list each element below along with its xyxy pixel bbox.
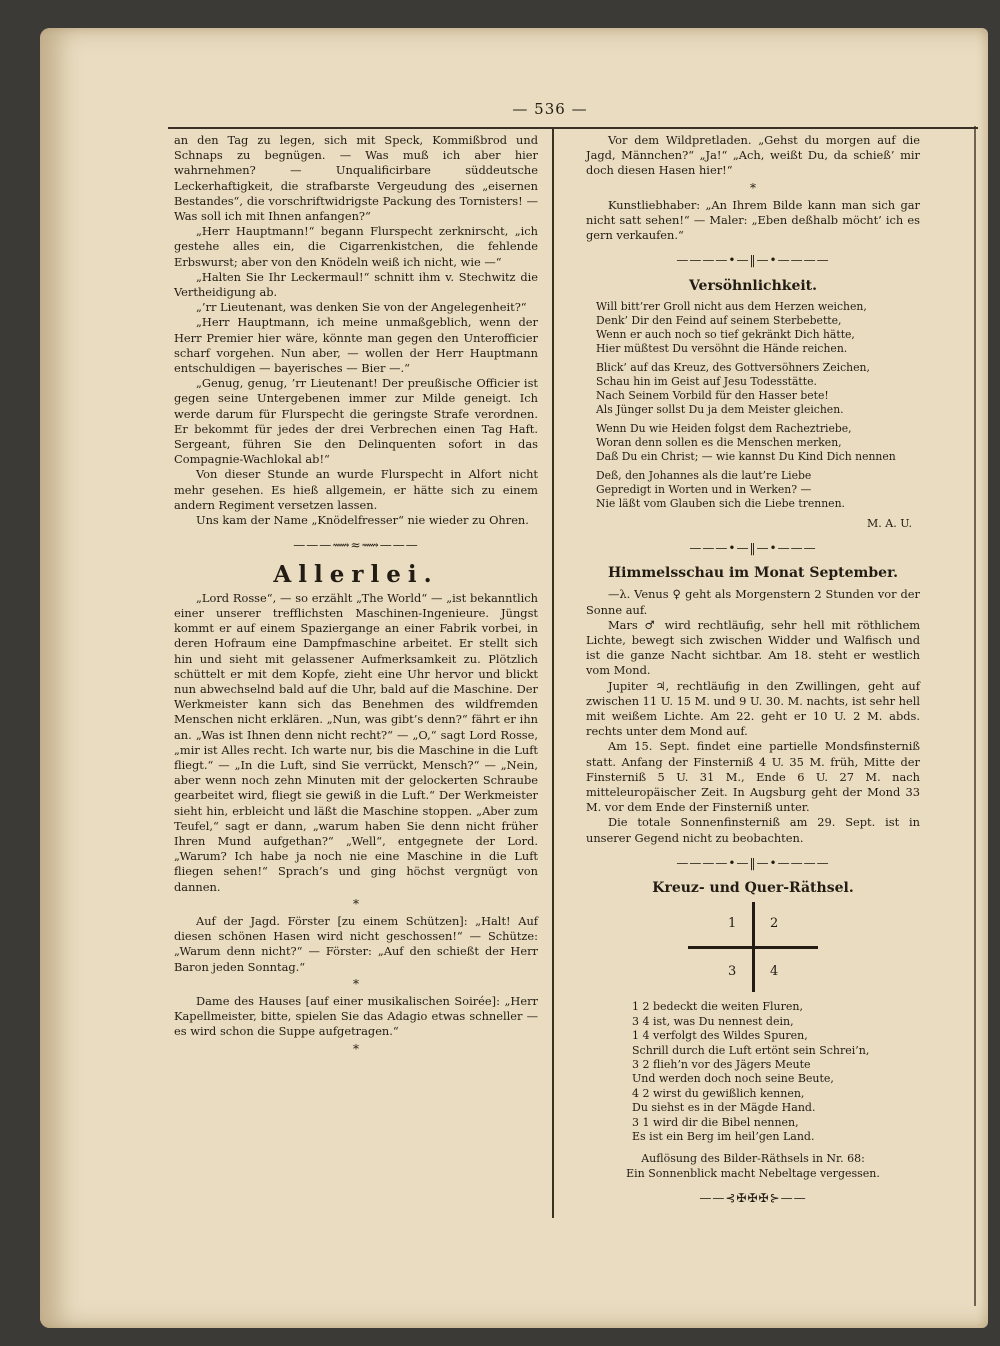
poem-stanza	[596, 422, 920, 464]
allerlei-paragraph: Dame des Hauses [auf einer musikalischen Soirée]: „Herr Kapellmeister, bitte, spielen Sie das Adagio etwas schneller — es wird schon die Suppe aufgetragen.“	[174, 993, 538, 1039]
joke-paragraph: Vor dem Wildpretladen. „Gehst du morgen auf die Jagd, Männchen?“ „Ja!“ „Ach, weißt Du, da schieß’ mir doch diesen Hasen hier!“	[586, 133, 920, 178]
sky-paragraph: Die totale Sonnenfinsterniß am 29. Sept. ist in unserer Gegend nicht zu beobachten.	[586, 815, 920, 845]
sky-paragraph: Am 15. Sept. findet eine partielle Mondsfinsterniß statt. Anfang der Finsterniß 4 U. 35 M. früh, Mitte der Finsterniß 5 U. 31 M., Ende 6 U. 27 M. nach mitteleuropäischer Zeit. In Augsburg geht der Mond 33 M. vor dem Ende der Finsterniß unter.	[586, 739, 920, 815]
right-column	[586, 133, 920, 1217]
sky-paragraph: —λ. Venus ♀ geht als Morgenstern 2 Stunden vor der Sonne auf.	[586, 587, 920, 617]
story-paragraph: „Genug, genug, ’rr Lieutenant! Der preußische Officier ist gegen seine Untergebenen immer zur Milde geneigt. Ich werde darum für Flurspecht die geringste Strafe verordnen. Er bekommt für jedes der drei Verbrechen einen Tag Haft. Sergeant, führen Sie den Delinquenten sofort in das Compagnie-Wachlokal ab!“	[174, 376, 538, 467]
puzzle-number: 1	[728, 916, 737, 932]
poem-title: Versöhnlichkeit.	[688, 277, 818, 294]
puzzle-number: 2	[770, 916, 779, 932]
poem-line: Als Jünger sollst Du ja dem Meister gleichen.	[596, 402, 844, 416]
riddle	[632, 1000, 920, 1144]
allerlei-heading: Allerlei.	[273, 561, 439, 589]
poem-stanza	[596, 300, 920, 356]
riddle-line: 3 1 wird dir die Bibel nennen,	[632, 1115, 799, 1129]
sky-paragraph: Jupiter ♃, rechtläufig in den Zwillingen, geht auf zwischen 11 U. 15 M. und 9 U. 30. M. nachts, ist sehr hell mit weißem Lichte. Am 22. geht er 10 U. 2 M. abds. rechts unter dem Mond auf.	[586, 678, 921, 739]
poem-line: Gepredigt in Worten und in Werken? —	[596, 482, 812, 496]
poem-signature: M. A. U.	[867, 516, 912, 530]
story-paragraph: an den Tag zu legen, sich mit Speck, Kommißbrod und Schnaps zu begnügen. — Was muß ich aber hier wahrnehmen? — Unqualificirbare süddeutsche Leckerhaftigkeit, die strafbarste Vergeudung des „eisernen Bestandes“, die vorschriftwidrigste Packung des Tornisters! — Was soll ich mit Ihnen anfangen?“	[174, 133, 538, 224]
puzzle-cross	[688, 902, 818, 992]
poem-line: Deß, den Johannes als die laut’re Liebe	[596, 468, 812, 482]
header-rule	[168, 127, 978, 129]
poem-line: Daß Du ein Christ; — wie kannst Du Kind Dich nennen	[596, 449, 896, 463]
section-separator: ————•—‖—•————	[676, 253, 830, 268]
riddle-line: 3 2 flieh’n vor des Jägers Meute	[632, 1057, 811, 1071]
poem-line: Will bitt’rer Groll nicht aus dem Herzen weichen,	[596, 299, 867, 313]
poem-stanza	[596, 361, 920, 417]
star-divider: *	[353, 976, 359, 991]
story-paragraph: Von dieser Stunde an wurde Flurspecht in Alfort nicht mehr gesehen. Es hieß allgemein, er hätte sich zu einem andern Regiment versetzen lassen.	[174, 467, 538, 512]
poem-line: Hier müßtest Du versöhnt die Hände reichen.	[596, 341, 848, 355]
column-divider	[552, 128, 554, 1218]
poem-line: Wenn er auch noch so tief gekränkt Dich hätte,	[596, 327, 855, 341]
solution-line: Auflösung des Bilder-Räthsels in Nr. 68:	[641, 1152, 865, 1166]
story-paragraph: „’rr Lieutenant, was denken Sie von der Angelegenheit?“	[196, 300, 527, 315]
poem-line: Wenn Du wie Heiden folgst dem Racheztriebe,	[596, 421, 852, 435]
star-divider: *	[353, 896, 359, 911]
story-paragraph: „Halten Sie Ihr Leckermaul!“ schnitt ihm v. Stechwitz die Vertheidigung ab.	[174, 269, 538, 300]
star-divider: *	[353, 1041, 359, 1056]
sky-title: Himmelsschau im Monat September.	[607, 565, 899, 582]
riddle-line: Und werden doch noch seine Beute,	[632, 1072, 834, 1086]
left-column	[174, 133, 538, 1059]
section-separator: ————•—‖—•————	[676, 855, 830, 870]
poem-line: Denk’ Dir den Feind auf seinem Sterbebette,	[596, 313, 842, 327]
story-paragraph: „Herr Hauptmann, ich meine unmaßgeblich, wenn der Herr Premier hier wäre, könnte man gegen den Unterofficier scharf vorgehen. Nun aber, — wollen der Herr Hauptmann entschuldigen — bayerisches — Bier —.“	[174, 315, 538, 376]
cross-horizontal-line	[688, 946, 818, 949]
riddle-line: 1 2 bedeckt die weiten Fluren,	[632, 1000, 803, 1014]
poem-line: Woran denn sollen es die Menschen merken,	[596, 435, 842, 449]
riddle-line: Schrill durch die Luft ertönt sein Schrei’n,	[632, 1043, 870, 1057]
section-separator: ———•—‖—•———	[689, 541, 817, 556]
star-divider: *	[750, 180, 756, 195]
allerlei-paragraph: „Lord Rosse“, — so erzählt „The World“ — „ist bekanntlich einer unserer trefflichsten Maschinen-Ingenieure. Jüngst kommt er auf einem Spaziergange an einer Fabrik vorbei, in deren Hofraum eine Dampfmaschine arbeitet. Er stellt sich hin und sieht mit gelassener Aufmerksamkeit zu. Plötzlich schüttelt er mit dem Kopfe, zieht eine Uhr hervor und blickt nun abwechselnd bald auf die Uhr, bald auf die Maschine. Der Werkmeister kann sich das Benehmen des wildfremden Menschen nicht erklären. „Nun, was gibt’s denn?“ fährt er ihn an. „Was ist Ihnen denn nicht recht?“ — „O,“ sagt Lord Rosse, „mir ist Alles recht. Ich warte nur, bis die Maschine in die Luft fliegt.“ — „In die Luft, sind Sie verrückt, Mensch?“ — „Nein, aber wenn noch zehn Minuten mit der gelockerten Schraube gearbeitet wird, fliegt sie gewiß in die Luft.“ Der Werkmeister sieht hin, erbleicht und läßt die Maschine stoppen. „Aber zum Teufel,“ sagt er dann, „warum haben Sie denn nicht früher Ihren Mund aufgethan?“ „Well“, entgegnete der Lord. „Warum? Ich habe ja noch nie eine Maschine in die Luft fliegen sehen!“ Sprach’s und ging höchst vergnügt von dannen.	[174, 590, 538, 894]
end-ornament: ——⊰✠✠✠⊱——	[699, 1191, 807, 1206]
puzzle-number: 4	[770, 964, 779, 980]
poem	[596, 300, 920, 511]
poem-line: Nie läßt vom Glauben sich die Liebe trennen.	[596, 496, 845, 510]
solution-line: Ein Sonnenblick macht Nebeltage vergessen.	[626, 1166, 880, 1180]
right-margin-rule	[974, 126, 976, 1306]
section-separator: ———⟿≈⟿———	[293, 538, 419, 553]
story-paragraph: „Herr Hauptmann!“ begann Flurspecht zerknirscht, „ich gestehe alles ein, die Cigarrenkistchen, die fehlende Erbswurst; aber von den Knödeln weiß ich nicht, wie —“	[174, 224, 538, 269]
allerlei-paragraph: Auf der Jagd. Förster [zu einem Schützen]: „Halt! Auf diesen schönen Hasen wird nicht geschossen!“ — Schütze: „Warum denn nicht?“ — Förster: „Auf den schießt der Herr Baron jeden Sonntag.“	[174, 913, 538, 974]
puzzle-title: Kreuz- und Quer-Räthsel.	[652, 880, 854, 897]
riddle-line: 4 2 wirst du gewißlich kennen,	[632, 1086, 805, 1100]
story-paragraph: Uns kam der Name „Knödelfresser“ nie wieder zu Ohren.	[196, 513, 529, 528]
page-number: — 536 —	[512, 100, 588, 118]
riddle-line: Es ist ein Berg im heil’gen Land.	[632, 1129, 815, 1143]
puzzle-solution	[586, 1152, 920, 1181]
poem-line: Schau hin im Geist auf Jesu Todesstätte.	[596, 374, 817, 388]
riddle-line: Du siehst es in der Mägde Hand.	[632, 1101, 816, 1115]
poem-line: Blick’ auf das Kreuz, des Gottversöhners Zeichen,	[596, 360, 870, 374]
joke-paragraph: Kunstliebhaber: „An Ihrem Bilde kann man sich gar nicht satt sehen!“ — Maler: „Eben deßhalb möcht’ ich es gern verkaufen.“	[586, 197, 920, 243]
sky-paragraph: Mars ♂ wird rechtläufig, sehr hell mit röthlichem Lichte, bewegt sich zwischen Widder und Walfisch und ist die ganze Nacht sichtbar. Am 18. steht er westlich vom Mond.	[586, 617, 920, 678]
puzzle-number: 3	[728, 964, 737, 980]
riddle-line: 1 4 verfolgt des Wildes Spuren,	[632, 1029, 808, 1043]
poem-line: Nach Seinem Vorbild für den Hasser bete!	[596, 388, 829, 402]
riddle-line: 3 4 ist, was Du nennest dein,	[632, 1014, 794, 1028]
poem-stanza	[596, 469, 920, 511]
